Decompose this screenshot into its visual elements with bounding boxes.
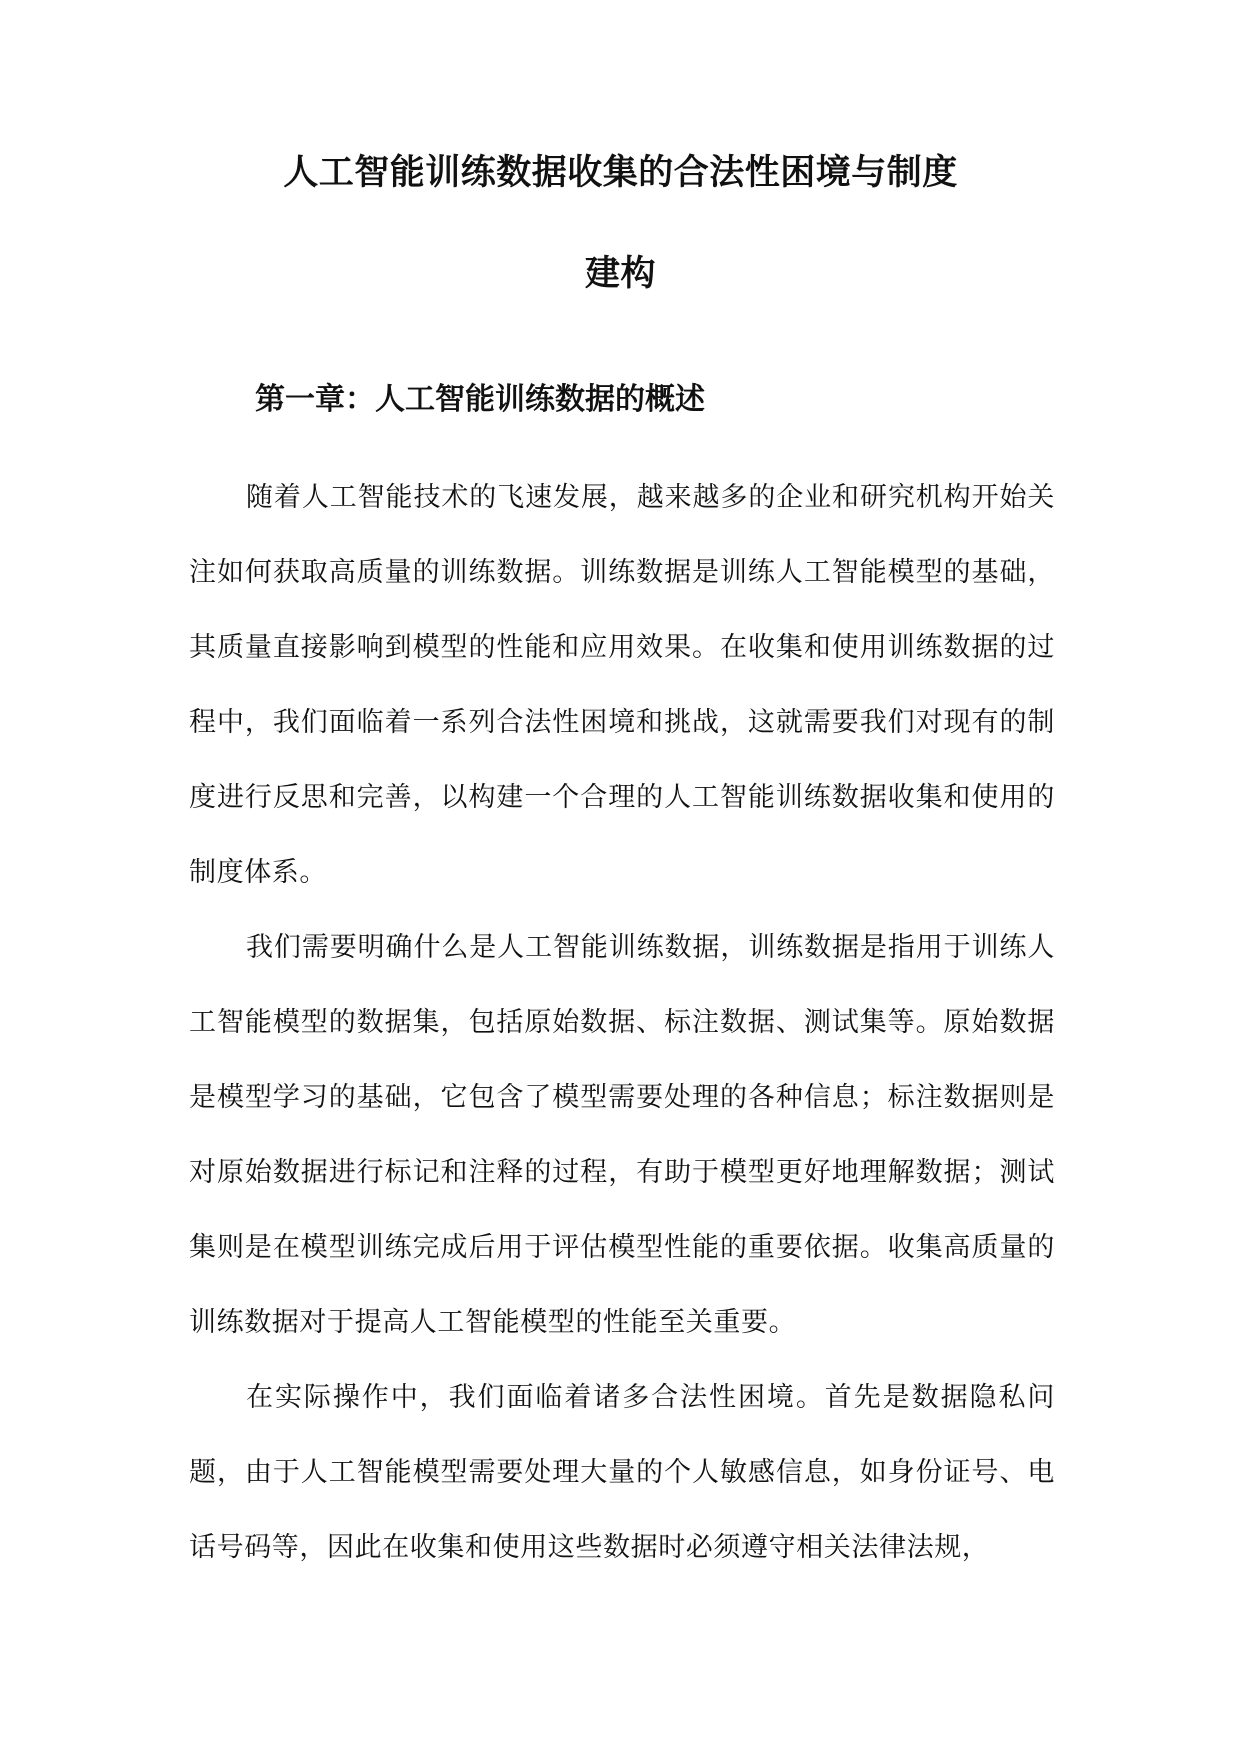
paragraph-1: 随着人工智能技术的飞速发展，越来越多的企业和研究机构开始关注如何获取高质量的训练数据。训练数据是训练人工智能模型的基础，其质量直接影响到模型的性能和应用效果。在收集和使用训练数据的过程中，我们面临着一系列合法性困境和挑战，这就需要我们对现有的制度进行反思和完善，以构建一个合理的人工智能训练数据收集和使用的制度体系。 — [189, 482, 1055, 888]
document-title-line-2: 建构 — [584, 253, 656, 294]
document-body — [189, 460, 1055, 1585]
document-title-line-1: 人工智能训练数据收集的合法性困境与制度 — [283, 152, 958, 193]
paragraph-3: 在实际操作中，我们面临着诸多合法性困境。首先是数据隐私问题，由于人工智能模型需要处理大量的个人敏感信息，如身份证号、电话号码等，因此在收集和使用这些数据时必须遵守相关法律法规， — [189, 1382, 1055, 1563]
paragraph-2: 我们需要明确什么是人工智能训练数据，训练数据是指用于训练人工智能模型的数据集，包括原始数据、标注数据、测试集等。原始数据是模型学习的基础，它包含了模型需要处理的各种信息；标注数据则是对原始数据进行标记和注释的过程，有助于模型更好地理解数据；测试集则是在模型训练完成后用于评估模型性能的重要依据。收集高质量的训练数据对于提高人工智能模型的性能至关重要。 — [189, 932, 1055, 1338]
chapter-heading: 第一章：人工智能训练数据的概述 — [255, 382, 705, 417]
